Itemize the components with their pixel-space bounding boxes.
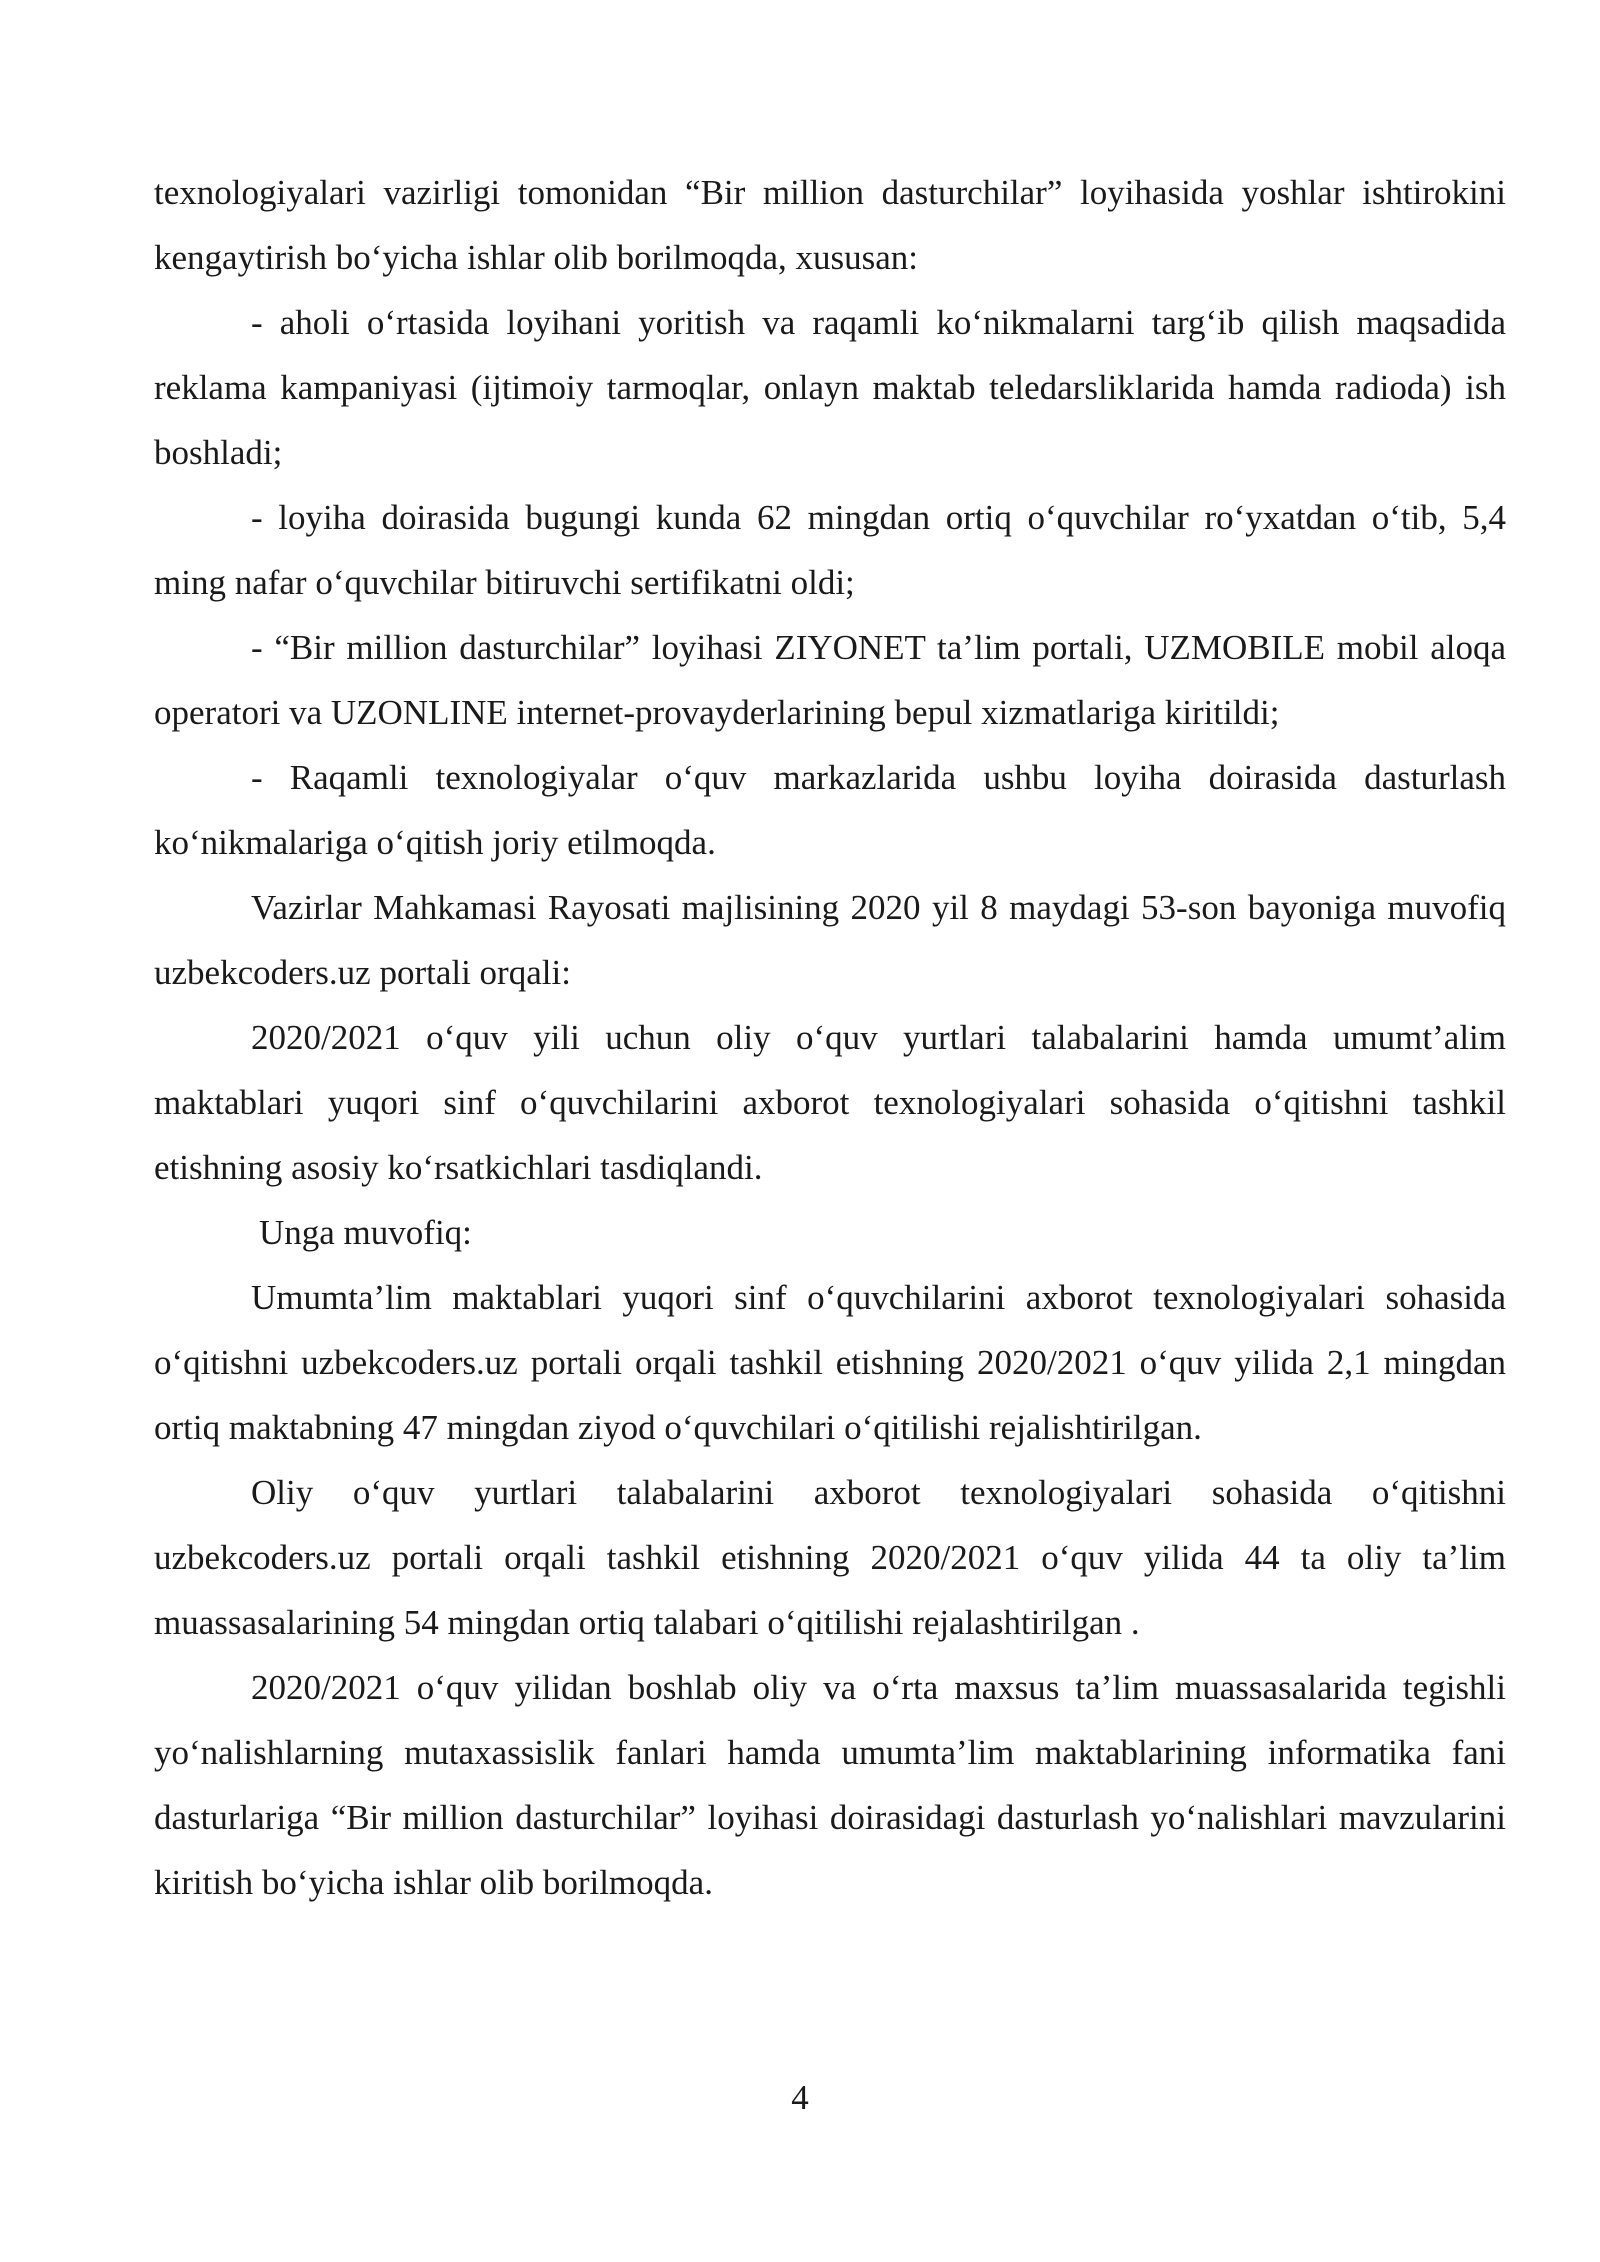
- paragraph-curricula: 2020/2021 o‘quv yilidan boshlab oliy va o‘rta maxsus ta’lim muassasalarida tegishli yo‘nalishlarning mutaxassislik fanlari hamda umumta’lim maktablarining informatika fani dasturlariga “Bir million dasturchilar” loyihasi doirasidagi dasturlash yo‘nalishlari mavzularini kiritish bo‘yicha ishlar olib borilmoqda.: [154, 1668, 1506, 1902]
- paragraph-bullet-campaign: - aholi o‘rtasida loyihani yoritish va raqamli ko‘nikmalarni targ‘ib qilish maqsadida reklama kampaniyasi (ijtimoiy tarmoqlar, onlayn maktab teledarsliklarida hamda radioda) ish boshladi;: [154, 303, 1506, 472]
- paragraph-cabinet-decision: Vazirlar Mahkamasi Rayosati majlisining 2020 yil 8 maydagi 53-son bayoniga muvofiq uzbekcoders.uz portali orqali:: [154, 888, 1506, 992]
- paragraph-accordingly: Unga muvofiq:: [259, 1213, 472, 1252]
- paragraph-universities: Oliy o‘quv yurtlari talabalarini axborot texnologiyalari sohasida o‘qitishni uzbekcoders.uz portali orqali tashkil etishning 2020/2021 o‘quv yilida 44 ta oliy ta’lim muassasalarining 54 mingdan ortiq talabari o‘qitilishi rejalashtirilgan .: [154, 1473, 1506, 1642]
- paragraph-indicators: 2020/2021 o‘quv yili uchun oliy o‘quv yurtlari talabalarini hamda umumt’alim maktablari yuqori sinf o‘quvchilarini axborot texnologiyalari sohasida o‘qitishni tashkil etishning asosiy ko‘rsatkichlari tasdiqlandi.: [154, 1018, 1506, 1187]
- paragraph-schools: Umumta’lim maktablari yuqori sinf o‘quvchilarini axborot texnologiyalari sohasida o‘qitishni uzbekcoders.uz portali orqali tashkil etishning 2020/2021 o‘quv yilida 2,1 mingdan ortiq maktabning 47 mingdan ziyod o‘quvchilari o‘qitilishi rejalishtirilgan.: [154, 1278, 1506, 1447]
- paragraph-intro: texnologiyalari vazirligi tomonidan “Bir million dasturchilar” loyihasida yoshlar ishtirokini kengaytirish bo‘yicha ishlar olib borilmoqda, xususan:: [154, 173, 1506, 277]
- paragraph-bullet-registration: - loyiha doirasida bugungi kunda 62 mingdan ortiq o‘quvchilar ro‘yxatdan o‘tib, 5,4 ming nafar o‘quvchilar bitiruvchi sertifikatni oldi;: [154, 498, 1506, 602]
- paragraph-bullet-training-centers: - Raqamli texnologiyalar o‘quv markazlarida ushbu loyiha doirasida dasturlash ko‘nikmalariga o‘qitish joriy etilmoqda.: [154, 758, 1506, 862]
- paragraph-bullet-free-services: - “Bir million dasturchilar” loyihasi ZIYONET ta’lim portali, UZMOBILE mobil aloqa operatori va UZONLINE internet-provayderlarining bepul xizmatlariga kiritildi;: [154, 628, 1506, 732]
- page-number: 4: [791, 2078, 809, 2117]
- document-body: [154, 160, 1506, 1915]
